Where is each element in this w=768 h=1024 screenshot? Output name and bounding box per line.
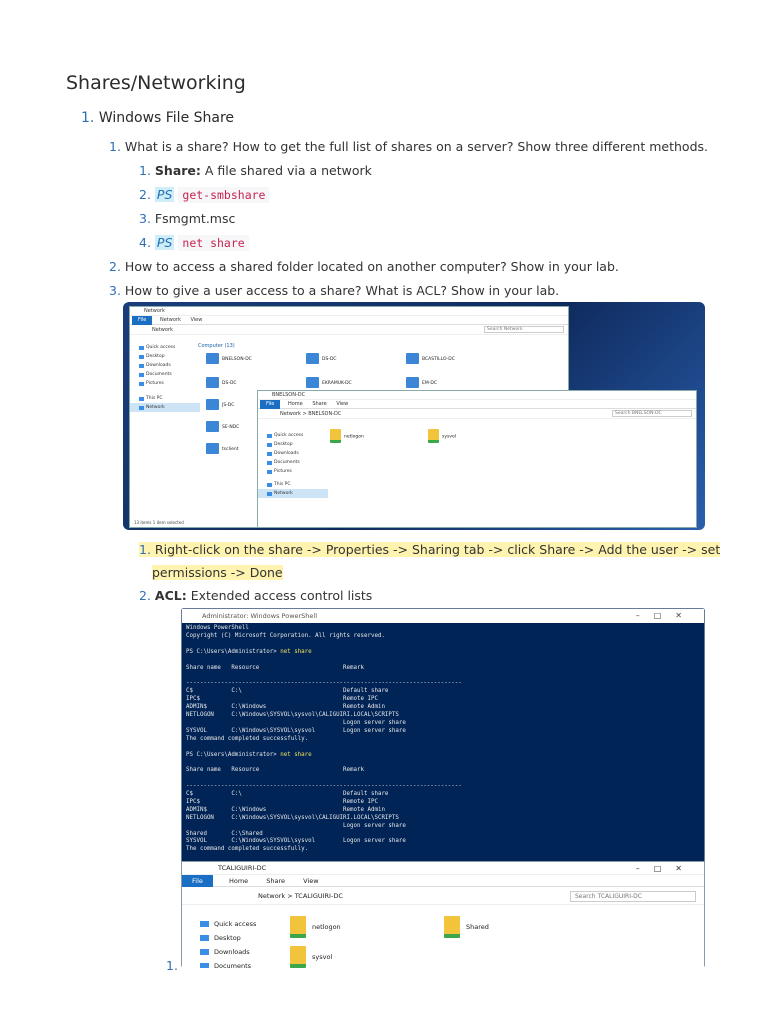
folder-item [428,429,456,443]
computer-icon [206,443,219,454]
ribbon-tab: View [303,877,319,885]
search-box: Search Network [484,326,564,333]
ribbon-tab: Home [287,401,303,407]
computer-icon [306,353,319,364]
bnelson-window [257,390,697,528]
window-title: TCALIGUIRI-DC [218,864,267,872]
console-line: The command completed successfully. [186,846,309,853]
nav-item: Downloads [258,449,328,458]
computer-item [306,353,337,364]
window-controls-icon: –□✕ [635,611,696,620]
ribbon-tab: View [336,401,349,407]
console-line: NETLOGON C:\Windows\SYSVOL\sysvol\CALIGUIRI.LOCAL\SCRIPTS [186,814,399,821]
nav-item: Documents [198,959,256,968]
ribbon-tab: File [182,875,213,887]
computer-item [206,443,238,454]
list-item [139,235,249,250]
folder-item [290,916,341,938]
tcaliguiri-explorer-window [181,861,705,968]
ribbon-tab: View [190,317,203,323]
console-line: Shared C:\Shared [186,830,263,837]
list-number: 1. [166,958,178,973]
computer-name: BCASTILLO-DC [422,357,455,362]
console-line: Logon server share [186,822,406,829]
list-number: 1. [139,542,151,557]
nav-item: Network [130,403,200,412]
console-line: IPC$ Remote IPC [186,696,378,703]
ribbon [258,400,696,409]
folder-icon [428,429,439,443]
code-snippet: get-smbshare [178,187,269,203]
ribbon-tab: Share [312,401,327,407]
ribbon-tab: File [260,400,280,409]
address-path: Network > TCALIGUIRI-DC [258,892,343,900]
item-text: Fsmgmt.msc [154,211,236,226]
powershell-window [181,608,705,868]
console-line: Share name Resource Remark [186,767,364,774]
console-output [182,623,704,856]
computer-name: DS-DC [322,357,337,362]
list-item [139,163,372,178]
definition: A file shared via a network [200,163,372,178]
question-text: What is a share? How to get the full list of shares on a server? Show three different methods. [124,139,708,154]
instruction-text: Right-click on the share -> Properties -> Sharing tab -> click Share -> Add the user -> set [154,542,721,557]
nav-pane [198,917,256,968]
folder-name: sysvol [312,953,333,961]
computer-icon [406,353,419,364]
console-line: C$ C:\ Default share [186,688,389,695]
console-line [186,641,700,649]
folder-name: netlogon [344,434,364,440]
address-path: Network > BNELSON-DC [280,411,342,417]
list-number: 2. [139,588,151,603]
window-title-bar [182,862,704,875]
ps-label: PS [156,235,173,250]
console-line: PS C:\Users\Administrator> net share [186,648,312,655]
group-header: Computer (13) [198,343,235,349]
computer-item [206,399,234,410]
ribbon-tab: File [132,316,152,325]
nav-item: Quick access [258,431,328,440]
ribbon [182,875,704,887]
console-line [186,775,700,783]
ribbon-tab: Network [159,317,181,323]
window-title: Network [130,307,568,316]
list-number: 1. [109,139,121,154]
folder-icon [290,916,306,938]
console-line: Copyright (C) Microsoft Corporation. All rights reserved. [186,632,385,639]
nav-pane [258,431,328,498]
nav-item: Quick access [198,917,256,931]
console-line [186,759,700,767]
nav-item: This PC [130,394,200,403]
console-line: Windows PowerShell [186,625,249,631]
nav-item: This PC [258,480,328,489]
console-line [186,657,700,665]
nav-item: Documents [258,458,328,467]
nav-pane [130,343,200,412]
folder-item [444,916,489,938]
section-windows-file-share [81,110,234,126]
ribbon-tab: Share [266,877,286,885]
computer-name: DS-DC [222,381,237,386]
folder-item [290,946,332,968]
search-box: Search BNELSON-DC [612,410,692,417]
nav-item: Pictures [258,467,328,476]
status-bar: 13 items 1 item selected [134,520,184,525]
nav-item: Network [258,489,328,498]
search-box: Search TCALIGUIRI-DC [570,891,696,902]
definition: Extended access control lists [186,588,373,603]
folder-name: Shared [466,923,489,931]
console-line: NETLOGON C:\Windows\SYSVOL\sysvol\CALIGUIRI.LOCAL\SCRIPTS [186,711,399,718]
list-item [139,211,235,226]
address-bar [182,887,704,905]
question-text: How to access a shared folder located on another computer? Show in your lab. [124,259,619,274]
question-1 [109,139,708,154]
section-heading: Windows File Share [98,110,235,126]
address-path: Network [152,327,173,333]
computer-name: SE-NDC [222,425,240,430]
instruction-text: permissions -> Done [152,565,283,580]
computer-item [306,377,352,388]
console-line: SYSVOL C:\Windows\SYSVOL\sysvol Logon server share [186,727,406,734]
explorer-screenshot [123,302,705,530]
computer-item [406,353,455,364]
computer-name: BNELSON-DC [222,357,252,362]
nav-item: Downloads [130,361,200,370]
nav-item: Downloads [198,945,256,959]
nav-item: Documents [130,370,200,379]
folder-item [330,429,364,443]
window-title: Administrator: Windows PowerShell [202,612,318,620]
console-line: ------------------------------------------------------------------------------- [186,680,462,687]
folder-name: netlogon [312,923,341,931]
computer-name: EKRAMUK-DC [322,381,352,386]
address-bar [258,409,696,419]
computer-icon [206,377,219,388]
console-line: C$ C:\ Default share [186,791,389,798]
computer-name: JS-DC [222,403,235,408]
folder-icon [330,429,341,443]
console-line: SYSVOL C:\Windows\SYSVOL\sysvol Logon server share [186,838,406,845]
list-number: 2. [109,259,121,274]
computer-icon [206,421,219,432]
computer-icon [406,377,419,388]
question-2 [109,259,619,274]
list-number: 2. [139,187,151,202]
term: Share: [154,163,201,178]
console-line [186,672,700,680]
console-line: Logon server share [186,719,406,726]
console-line: ADMIN$ C:\Windows Remote Admin [186,806,385,813]
console-line: PS C:\Users\Administrator> net share [186,751,312,758]
nav-item: Desktop [130,352,200,361]
folder-icon [444,916,460,938]
list-number: 4. [139,235,151,250]
ps-label: PS [156,187,173,202]
folder-icon [290,946,306,968]
term: ACL: [154,588,187,603]
window-controls-icon: –□✕ [635,864,696,873]
list-number: 3. [109,283,121,298]
computer-item [206,353,252,364]
console-line: ADMIN$ C:\Windows Remote Admin [186,704,385,711]
computer-name: EM-DC [422,381,437,386]
list-item-continuation [152,565,283,580]
computer-item [206,421,239,432]
nav-item: Desktop [198,931,256,945]
computer-item [406,377,437,388]
computer-item [206,377,237,388]
console-line: ------------------------------------------------------------------------------- [186,783,462,790]
folder-name: sysvol [442,434,457,440]
computer-icon [306,377,319,388]
console-line: Share name Resource Remark [186,664,364,671]
list-item [139,187,269,202]
console-line [186,744,700,752]
question-3 [109,283,559,298]
nav-item: Desktop [258,440,328,449]
computer-name: tsclient [222,447,239,452]
console-line: The command completed successfully. [186,735,309,742]
list-item [139,542,720,557]
nav-item: Quick access [130,343,200,352]
ribbon-tab: Home [228,877,249,885]
powershell-screenshot [181,608,705,968]
page-title: Shares/Networking [66,72,246,94]
list-item [139,588,372,603]
list-number: 1. [139,163,151,178]
code-snippet: net share [178,235,248,251]
address-bar [130,325,568,335]
computer-icon [206,353,219,364]
list-number: 1. [81,110,95,126]
nav-item: Pictures [130,379,200,388]
console-line: IPC$ Remote IPC [186,798,378,805]
ribbon [130,316,568,325]
computer-icon [206,399,219,410]
window-title-bar [182,609,704,623]
question-text: How to give a user access to a share? What is ACL? Show in your lab. [124,283,560,298]
list-number: 3. [139,211,151,226]
window-title: BNELSON-DC [258,391,696,400]
